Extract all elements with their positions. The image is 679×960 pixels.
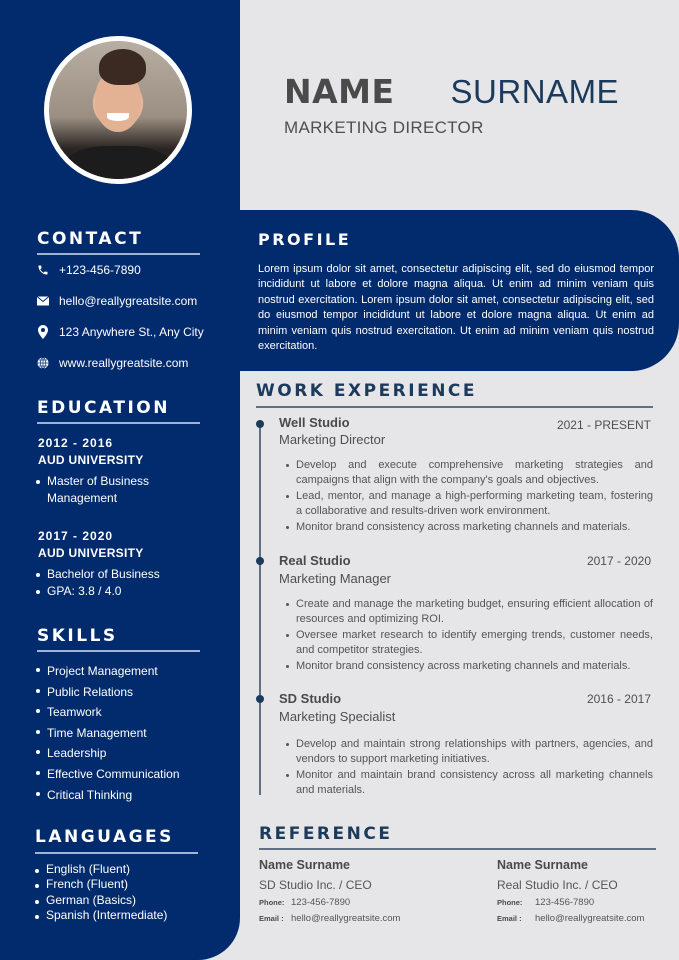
education-divider [37,422,200,424]
contact-website[interactable] [36,356,188,370]
reference-company: Real Studio Inc. / CEO [497,878,618,892]
job-dates: 2016 - 2017 [586,692,651,706]
education-school: AUD UNIVERSITY [38,546,144,560]
job-role: Marketing Specialist [279,709,396,724]
phone-value: 123-456-7890 [535,897,595,908]
skills-heading: SKILLS [37,626,118,646]
avatar [44,36,192,184]
language-item: Spanish (Intermediate) [35,908,215,923]
job-title: MARKETING DIRECTOR [284,118,484,137]
skill-item: Teamwork [36,702,216,723]
email-value[interactable]: hello@reallygreatsite.com [535,913,645,924]
timeline-dot [256,557,264,565]
phone-value: 123-456-7890 [291,897,351,908]
reference-company: SD Studio Inc. / CEO [259,878,372,892]
job-bullet: Monitor brand consistency across marketing channels and materials. [284,520,653,535]
work-experience-heading: WORK EXPERIENCE [256,381,478,401]
profile-text: Lorem ipsum dolor sit amet, consectetur adipiscing elit, sed do eiusmod tempor incididunt ut labore et dolore magna aliqua. Ut enim ad minim veniam quis nostrud exercitation. Lorem ipsum dolor sit amet, consectetur adipiscing elit, sed do eiusmod tempor incididunt ut labore et dolore magna aliqua. Ut enim ad minim veniam quis nostrud exercitation. Ut enim ad minim veniam quis nostrud exercitation. [258,263,654,353]
email-value[interactable]: hello@reallygreatsite.com [291,913,401,924]
work-experience-divider [256,406,653,408]
avatar-smile [107,113,129,121]
contact-divider [37,253,200,255]
phone-label: Phone: [259,898,285,907]
job-responsibilities [284,737,653,799]
job-responsibilities [284,597,653,674]
job-role: Marketing Director [279,432,386,447]
globe-icon [36,356,50,370]
avatar-shirt [63,146,173,184]
phone-label: Phone: [497,898,523,907]
timeline-dot [256,420,264,428]
job-bullet: Lead, mentor, and manage a high-performing marketing team, fostering a collaborative and results-driven work environment. [284,489,653,520]
contact-phone[interactable] [36,263,141,277]
email-text: hello@reallygreatsite.com [59,294,198,308]
skill-item: Time Management [36,723,216,744]
reference-card [497,858,644,924]
reference-card [259,858,400,924]
education-detail: Master of Business Management [36,473,166,507]
skill-item: Effective Communication [36,764,216,785]
reference-phone [497,897,644,908]
language-item: French (Fluent) [35,877,215,892]
contact-email[interactable] [36,294,197,308]
language-item: English (Fluent) [35,862,215,877]
skill-item: Leadership [36,743,216,764]
languages-divider [35,852,198,854]
reference-heading: REFERENCE [259,824,393,844]
education-detail: GPA: 3.8 / 4.0 [36,583,206,600]
reference-email [497,913,644,924]
email-label: Email : [259,914,284,923]
job-bullet: Develop and execute comprehensive marketing strategies and campaigns that align with the company's goals and objectives. [284,458,653,489]
reference-email [259,913,400,924]
skill-item: Critical Thinking [36,785,216,806]
education-details [36,566,206,600]
skill-item: Public Relations [36,682,216,703]
education-school: AUD UNIVERSITY [38,453,144,467]
location-pin-icon [36,325,50,339]
phone-icon [36,263,50,277]
job-dates: 2021 - PRESENT [556,418,651,432]
education-details [36,473,166,507]
languages-heading: LANGUAGES [35,827,174,847]
first-name: NAME [284,72,395,111]
education-years: 2012 - 2016 [38,436,114,450]
job-responsibilities [284,458,653,535]
skill-item: Project Management [36,661,216,682]
mail-icon [36,294,50,308]
job-bullet: Oversee market research to identify emerging trends, customer needs, and competitor strategies. [284,628,653,659]
job-dates: 2017 - 2020 [586,554,651,568]
profile-heading: PROFILE [258,230,352,249]
contact-address [36,325,204,339]
job-role: Marketing Manager [279,571,391,586]
job-company: SD Studio [279,691,342,706]
languages-list [35,862,215,924]
phone-text: +123-456-7890 [59,263,141,277]
email-label: Email : [497,914,522,923]
education-heading: EDUCATION [37,398,170,418]
timeline-dot [256,695,264,703]
avatar-hair [99,49,146,85]
skills-divider [37,650,200,652]
reference-name: Name Surname [497,858,589,872]
address-text: 123 Anywhere St., Any City [59,325,204,339]
job-bullet: Develop and maintain strong relationships with partners, agencies, and vendors to support marketing initiatives. [284,737,653,768]
skills-list [36,661,216,805]
language-item: German (Basics) [35,893,215,908]
job-bullet: Monitor brand consistency across marketing channels and materials. [284,659,653,674]
reference-phone [259,897,400,908]
job-bullet: Create and manage the marketing budget, ensuring efficient allocation of resources and optimizing ROI. [284,597,653,628]
education-detail: Bachelor of Business [36,566,206,583]
reference-name: Name Surname [259,858,351,872]
education-years: 2017 - 2020 [38,529,114,543]
contact-heading: CONTACT [37,229,144,249]
page-title [284,72,619,111]
timeline-line [259,423,261,795]
job-company: Real Studio [279,553,351,568]
website-text: www.reallygreatsite.com [59,356,189,370]
reference-divider [259,848,656,850]
job-bullet: Monitor and maintain brand consistency across all marketing channels and materials. [284,768,653,799]
job-company: Well Studio [279,415,350,430]
last-name: SURNAME [450,73,620,110]
